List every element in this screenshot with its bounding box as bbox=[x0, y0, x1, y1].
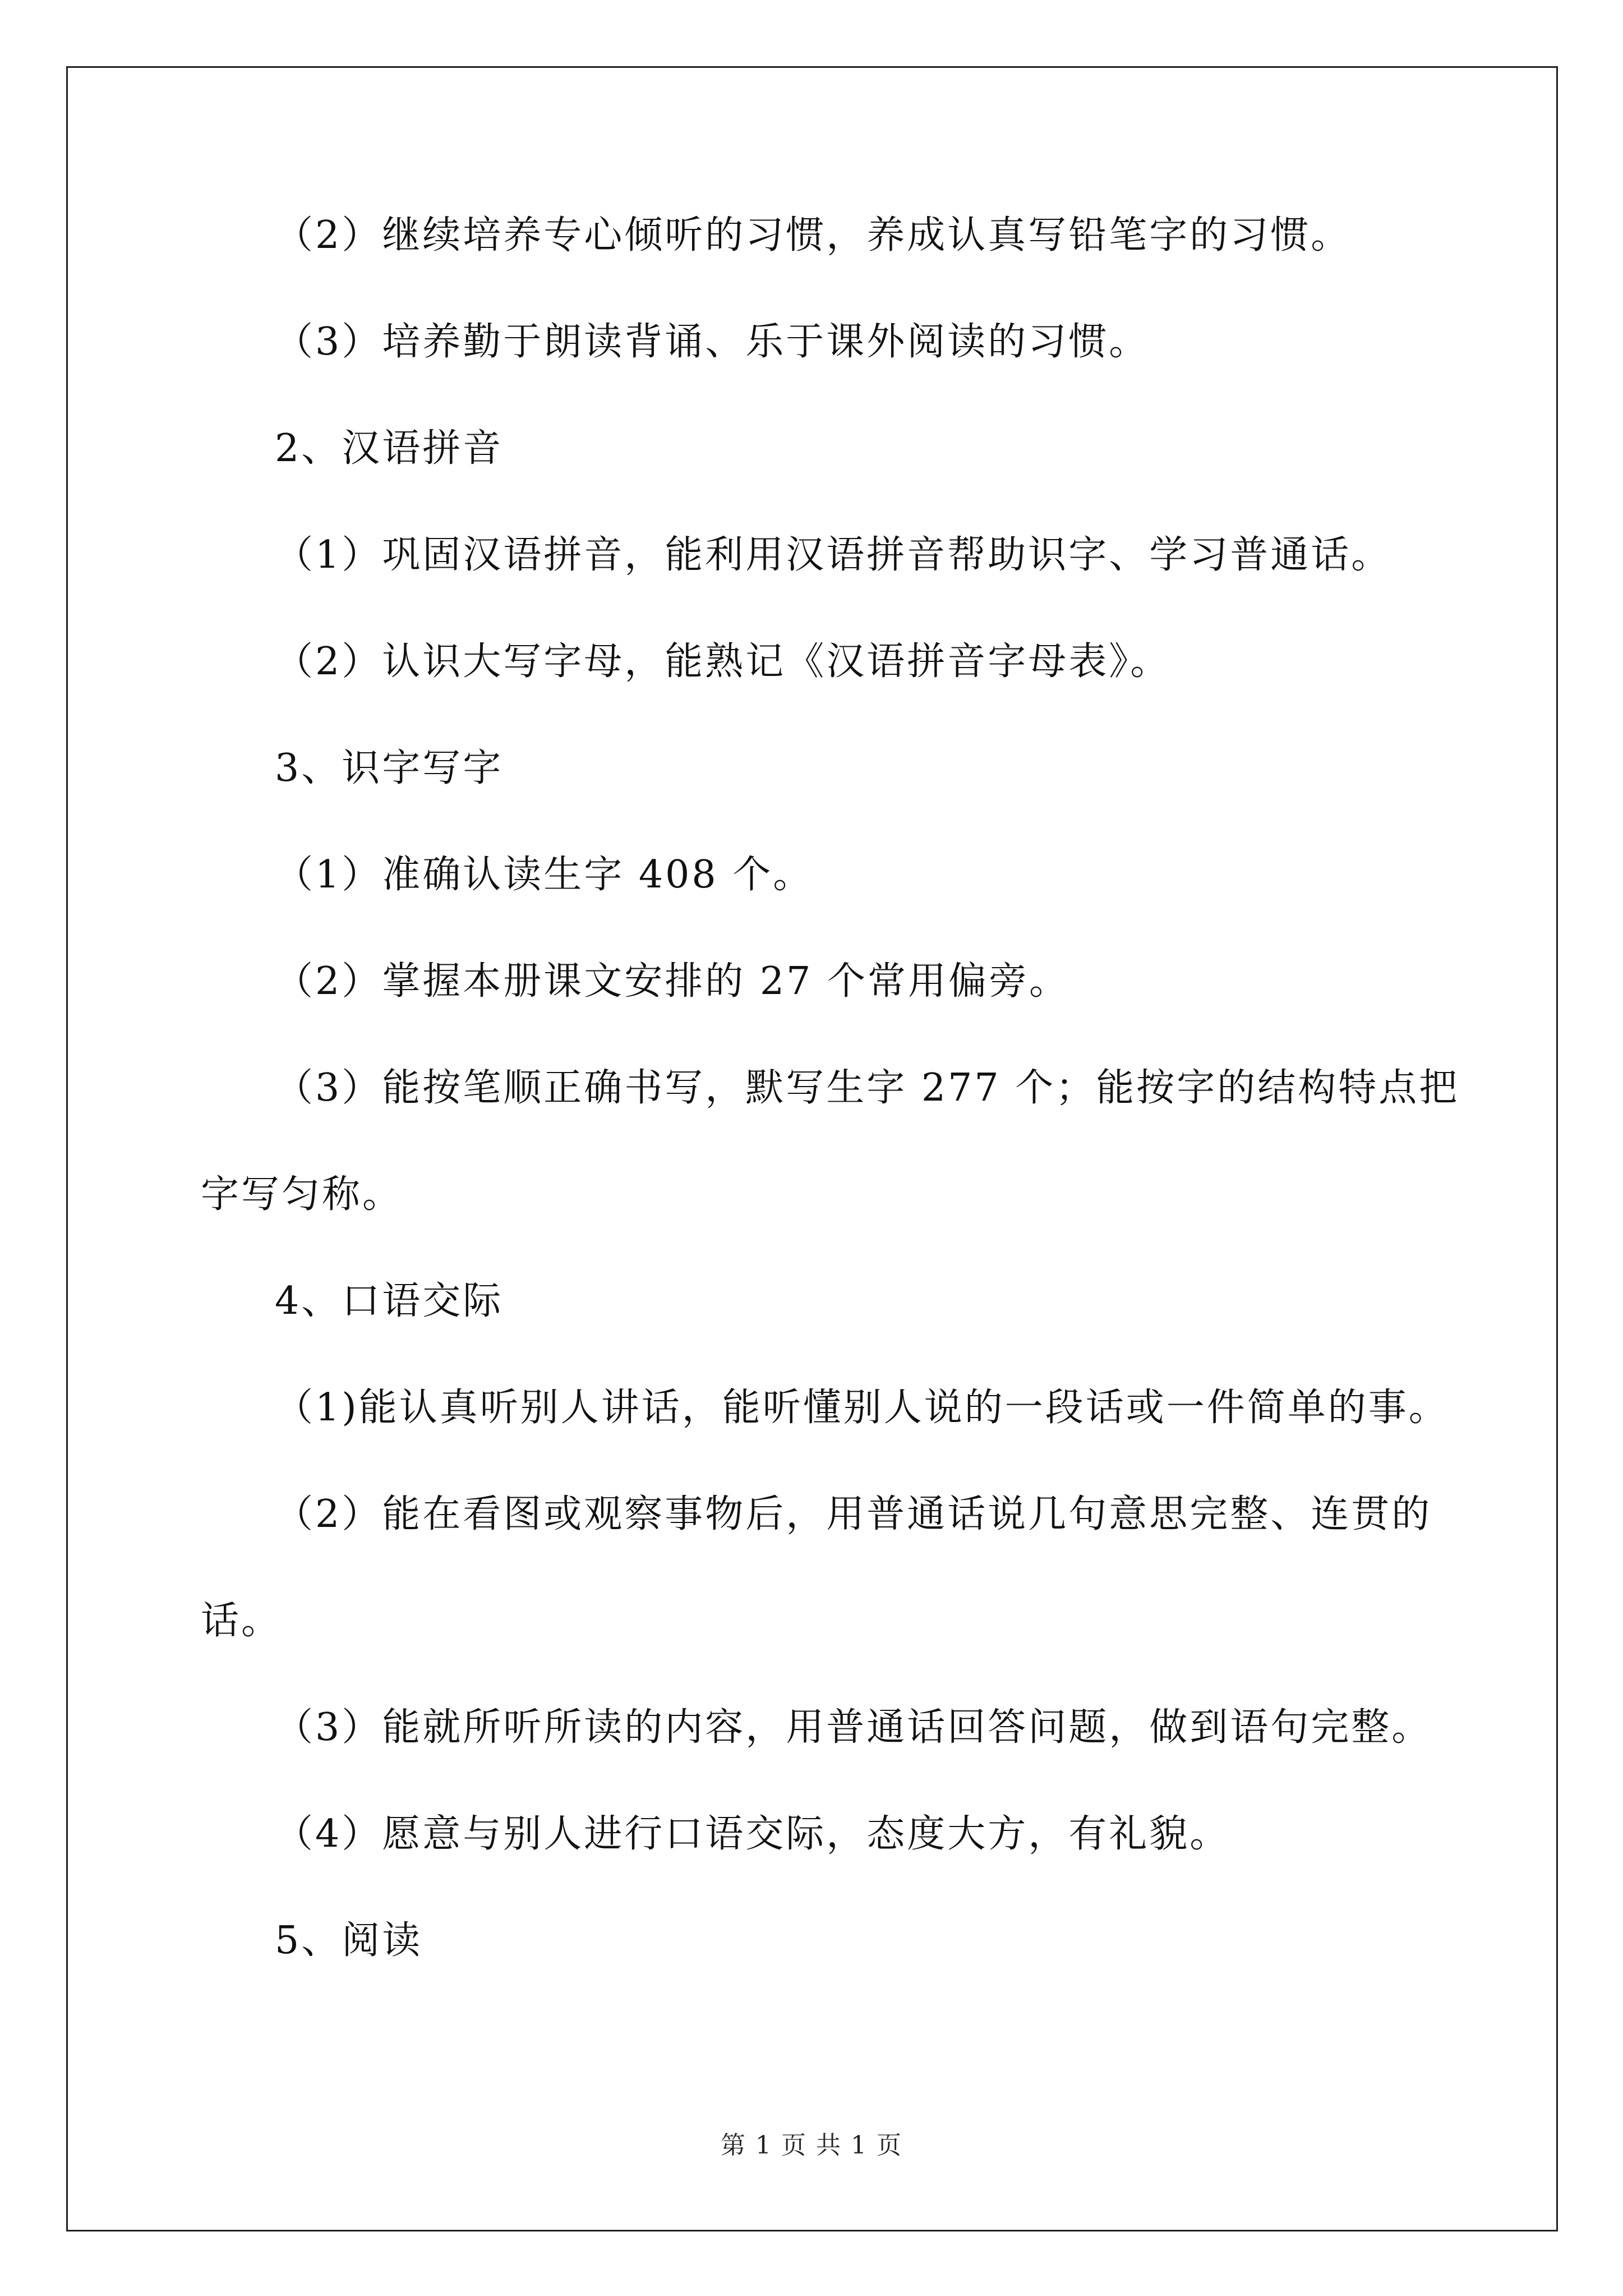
section-heading: 4、口语交际 bbox=[275, 1279, 504, 1323]
paragraph-line: （1）准确认读生字 408 个。 bbox=[275, 853, 814, 897]
paragraph-line: （1)能认真听别人讲话，能听懂别人说的一段话或一件简单的事。 bbox=[275, 1386, 1449, 1430]
paragraph-line-continuation: 字写匀称。 bbox=[201, 1172, 403, 1217]
paragraph-line: （2）认识大写字母，能熟记《汉语拼音字母表》。 bbox=[275, 639, 1171, 684]
section-heading: 2、汉语拼音 bbox=[275, 426, 504, 471]
paragraph-line: （3）培养勤于朗读背诵、乐于课外阅读的习惯。 bbox=[275, 320, 1150, 364]
paragraph-line: （3）能就所听所读的内容，用普通话回答问题，做到语句完整。 bbox=[275, 1705, 1432, 1750]
paragraph-line: （2）继续培养专心倾听的习惯，养成认真写铅笔字的习惯。 bbox=[275, 213, 1352, 257]
paragraph-line: （2）掌握本册课文安排的 27 个常用偏旁。 bbox=[275, 959, 1070, 1004]
page-number-footer: 第 1 页 共 1 页 bbox=[721, 2131, 902, 2160]
paragraph-line: （3）能按笔顺正确书写，默写生字 277 个；能按字的结构特点把 bbox=[275, 1066, 1460, 1110]
section-heading: 3、识字写字 bbox=[275, 746, 504, 790]
paragraph-line: （1）巩固汉语拼音，能利用汉语拼音帮助识字、学习普通话。 bbox=[275, 533, 1392, 577]
section-heading: 5、阅读 bbox=[275, 1918, 423, 1963]
paragraph-line: （2）能在看图或观察事物后，用普通话说几句意思完整、连贯的 bbox=[275, 1492, 1432, 1536]
paragraph-line-continuation: 话。 bbox=[201, 1599, 282, 1643]
paragraph-line: （4）愿意与别人进行口语交际，态度大方，有礼貌。 bbox=[275, 1812, 1230, 1856]
